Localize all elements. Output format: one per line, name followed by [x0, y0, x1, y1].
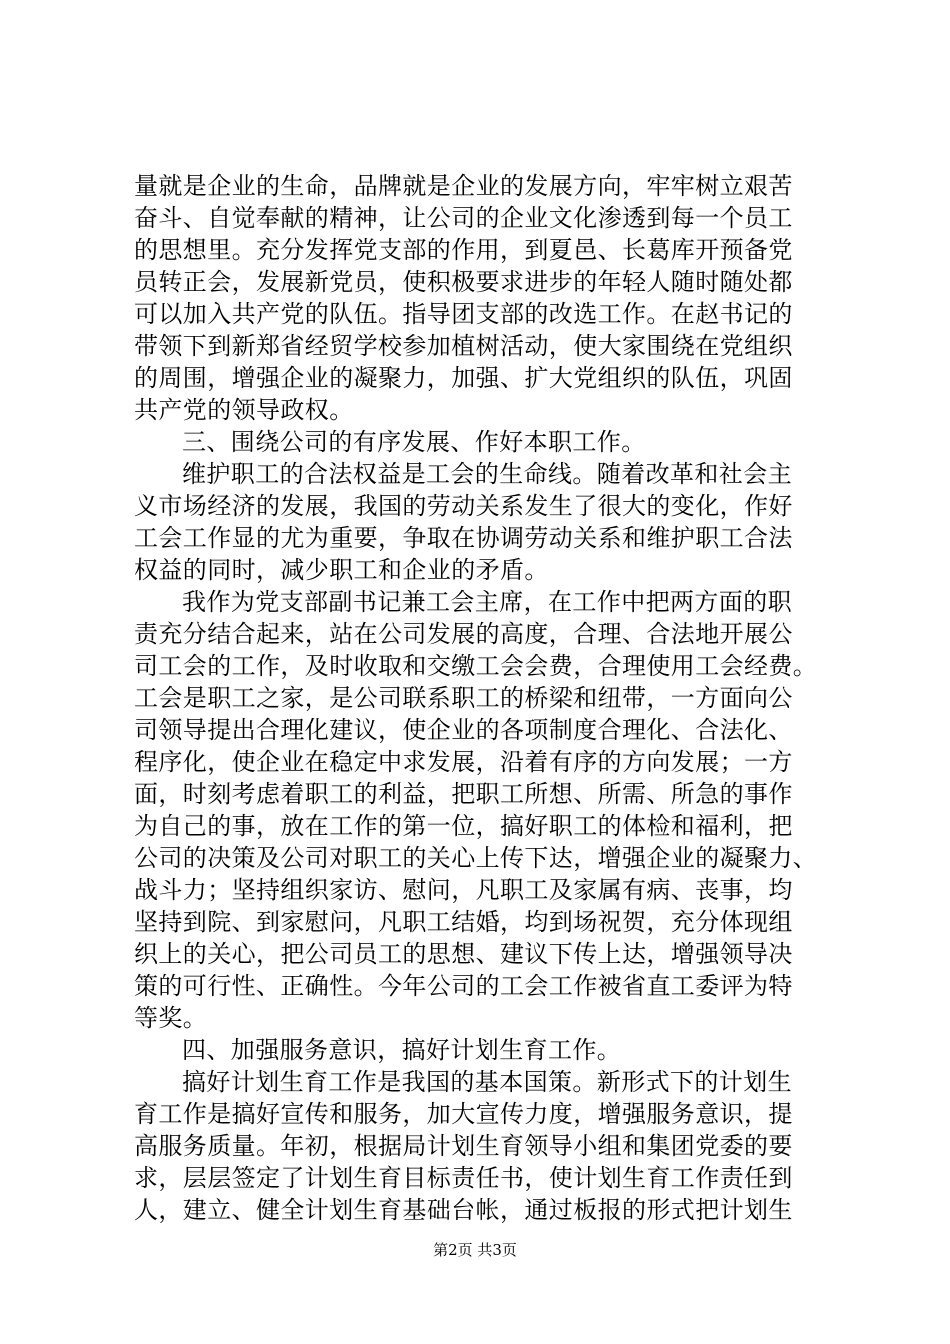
text-line: 责充分结合起来，站在公司发展的高度，合理、合法地开展公 — [134, 620, 793, 648]
text-line: 策的可行性、正确性。今年公司的工会工作被省直工委评为特 — [134, 972, 793, 1000]
text-line: 育工作是搞好宣传和服务，加大宣传力度，增强服务意识，提 — [134, 1100, 793, 1128]
text-line: 义市场经济的发展，我国的劳动关系发生了很大的变化，作好 — [134, 492, 793, 520]
text-line: 面，时刻考虑着职工的利益，把职工所想、所需、所急的事作 — [134, 780, 793, 808]
text-line: 员转正会，发展新党员，使积极要求进步的年轻人随时随处都 — [134, 268, 793, 296]
text-line: 司工会的工作，及时收取和交缴工会会费，合理使用工会经费。 — [134, 652, 818, 680]
text-line: 为自己的事，放在工作的第一位，搞好职工的体检和福利，把 — [134, 812, 793, 840]
text-line: 高服务质量。年初，根据局计划生育领导小组和集团党委的要 — [134, 1132, 793, 1160]
text-line: 等奖。 — [134, 1004, 208, 1032]
text-line: 战斗力；坚持组织家访、慰问，凡职工及家属有病、丧事，均 — [134, 876, 793, 904]
text-line: 公司的决策及公司对职工的关心上传下达，增强企业的凝聚力、 — [134, 844, 818, 872]
text-line: 程序化，使企业在稳定中求发展，沿着有序的方向发展；一方 — [134, 748, 793, 776]
text-line: 三、围绕公司的有序发展、作好本职工作。 — [182, 428, 646, 456]
text-line: 坚持到院、到家慰问，凡职工结婚，均到场祝贺，充分体现组 — [134, 908, 793, 936]
text-line: 搞好计划生育工作是我国的基本国策。新形式下的计划生 — [182, 1068, 792, 1096]
text-line: 司领导提出合理化建议，使企业的各项制度合理化、合法化、 — [134, 716, 793, 744]
body-text — [134, 170, 834, 1226]
text-line: 维护职工的合法权益是工会的生命线。随着改革和社会主 — [182, 460, 792, 488]
text-line: 求，层层签定了计划生育目标责任书，使计划生育工作责任到 — [134, 1164, 793, 1192]
text-line: 工会工作显的尤为重要，争取在协调劳动关系和维护职工合法 — [134, 524, 793, 552]
text-line: 的思想里。充分发挥党支部的作用，到夏邑、长葛库开预备党 — [134, 236, 793, 264]
text-line: 带领下到新郑省经贸学校参加植树活动，使大家围绕在党组织 — [134, 332, 793, 360]
page-footer: 第2页 共3页 — [433, 1241, 517, 1259]
text-line: 的周围，增强企业的凝聚力，加强、扩大党组织的队伍，巩固 — [134, 364, 793, 392]
text-line: 共产党的领导政权。 — [134, 396, 354, 424]
text-line: 四、加强服务意识，搞好计划生育工作。 — [182, 1036, 622, 1064]
text-line: 织上的关心，把公司员工的思想、建议下传上达，增强领导决 — [134, 940, 793, 968]
text-line: 工会是职工之家，是公司联系职工的桥梁和纽带，一方面向公 — [134, 684, 793, 712]
text-line: 量就是企业的生命，品牌就是企业的发展方向，牢牢树立艰苦 — [134, 172, 793, 200]
text-line: 权益的同时，减少职工和企业的矛盾。 — [134, 556, 549, 584]
text-line: 人，建立、健全计划生育基础台帐，通过板报的形式把计划生 — [134, 1196, 793, 1224]
text-line: 奋斗、自觉奉献的精神，让公司的企业文化渗透到每一个员工 — [134, 204, 793, 232]
text-line: 可以加入共产党的队伍。指导团支部的改选工作。在赵书记的 — [134, 300, 793, 328]
text-line: 我作为党支部副书记兼工会主席，在工作中把两方面的职 — [182, 588, 792, 616]
